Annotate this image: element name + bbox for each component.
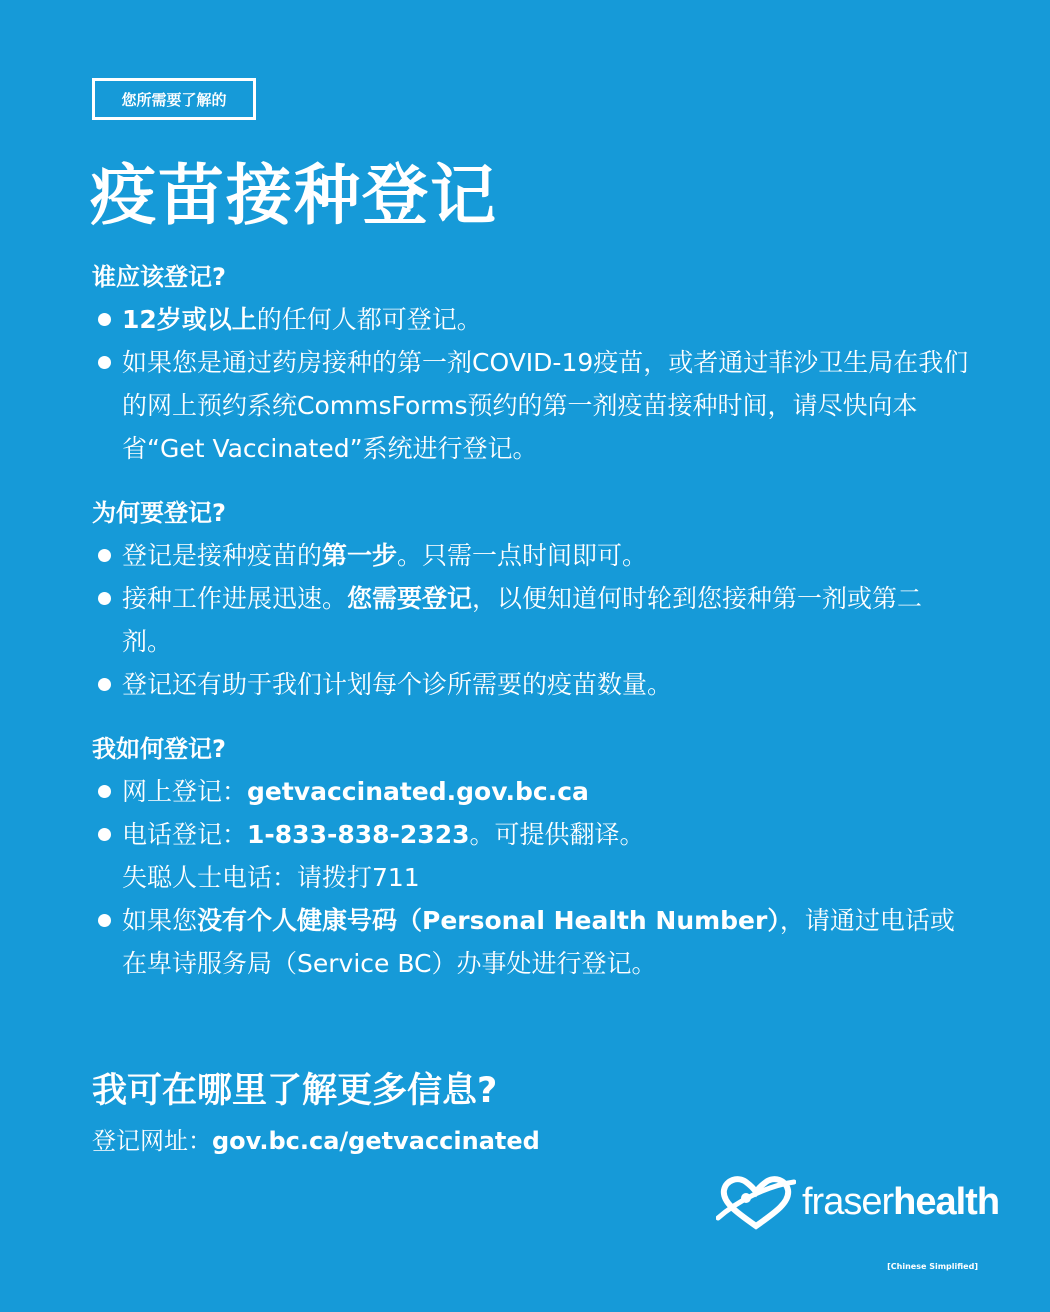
section-why (92, 496, 972, 706)
deaf-phone-line: 失聪人士电话：请拨打711 (122, 863, 420, 892)
heart-logo-icon (716, 1172, 796, 1232)
more-info-heading: 我可在哪里了解更多信息? (92, 1071, 498, 1111)
list-item: 如果您是通过药房接种的第一剂COVID-19疫苗，或者通过菲沙卫生局在我们的网上预约系统CommsForms预约的第一剂疫苗接种时间，请尽快向本省“Get Vaccinated”系统进行登记。 (92, 341, 972, 470)
section-heading: 我如何登记? (92, 735, 226, 763)
more-info-link[interactable]: gov.bc.ca/getvaccinated (212, 1127, 540, 1155)
section-how (92, 732, 972, 985)
section-tag (92, 78, 256, 120)
language-note: [Chinese Simplified] (887, 1262, 978, 1271)
list-item: 接种工作进展迅速。您需要登记，以便知道何时轮到您接种第一剂或第二剂。 (92, 577, 972, 663)
section-heading: 谁应该登记? (92, 263, 226, 291)
section-heading: 为何要登记? (92, 499, 226, 527)
bullet-icon (92, 813, 122, 856)
list-item: 登记是接种疫苗的第一步。只需一点时间即可。 (92, 534, 972, 577)
bullet-icon (92, 341, 122, 384)
section-who (92, 260, 972, 470)
section-tag-label: 您所需要了解的 (121, 90, 227, 109)
bullet-icon (92, 298, 122, 341)
page-title: 疫苗接种登记 (90, 157, 498, 234)
list-item: 12岁或以上的任何人都可登记。 (92, 298, 972, 341)
list-item: 电话登记：1-833-838-2323。可提供翻译。 (92, 813, 972, 856)
bullet-icon (92, 899, 122, 942)
list-item: 登记还有助于我们计划每个诊所需要的疫苗数量。 (92, 663, 972, 706)
phone-number[interactable]: 1-833-838-2323 (247, 820, 470, 849)
list-item: 如果您没有个人健康号码（Personal Health Number），请通过电话或在卑诗服务局（Service BC）办事处进行登记。 (92, 899, 972, 985)
more-info: 我可在哪里了解更多信息? 登记网址：gov.bc.ca/getvaccinated (92, 1066, 540, 1162)
bullet-icon (92, 770, 122, 813)
fraser-health-logo: fraserhealth (716, 1172, 999, 1232)
main-content (92, 260, 972, 1011)
bullet-icon (92, 534, 122, 577)
bullet-icon (92, 663, 122, 706)
registration-link[interactable]: getvaccinated.gov.bc.ca (247, 777, 589, 806)
list-item: 网上登记：getvaccinated.gov.bc.ca (92, 770, 972, 813)
bullet-icon (92, 577, 122, 620)
